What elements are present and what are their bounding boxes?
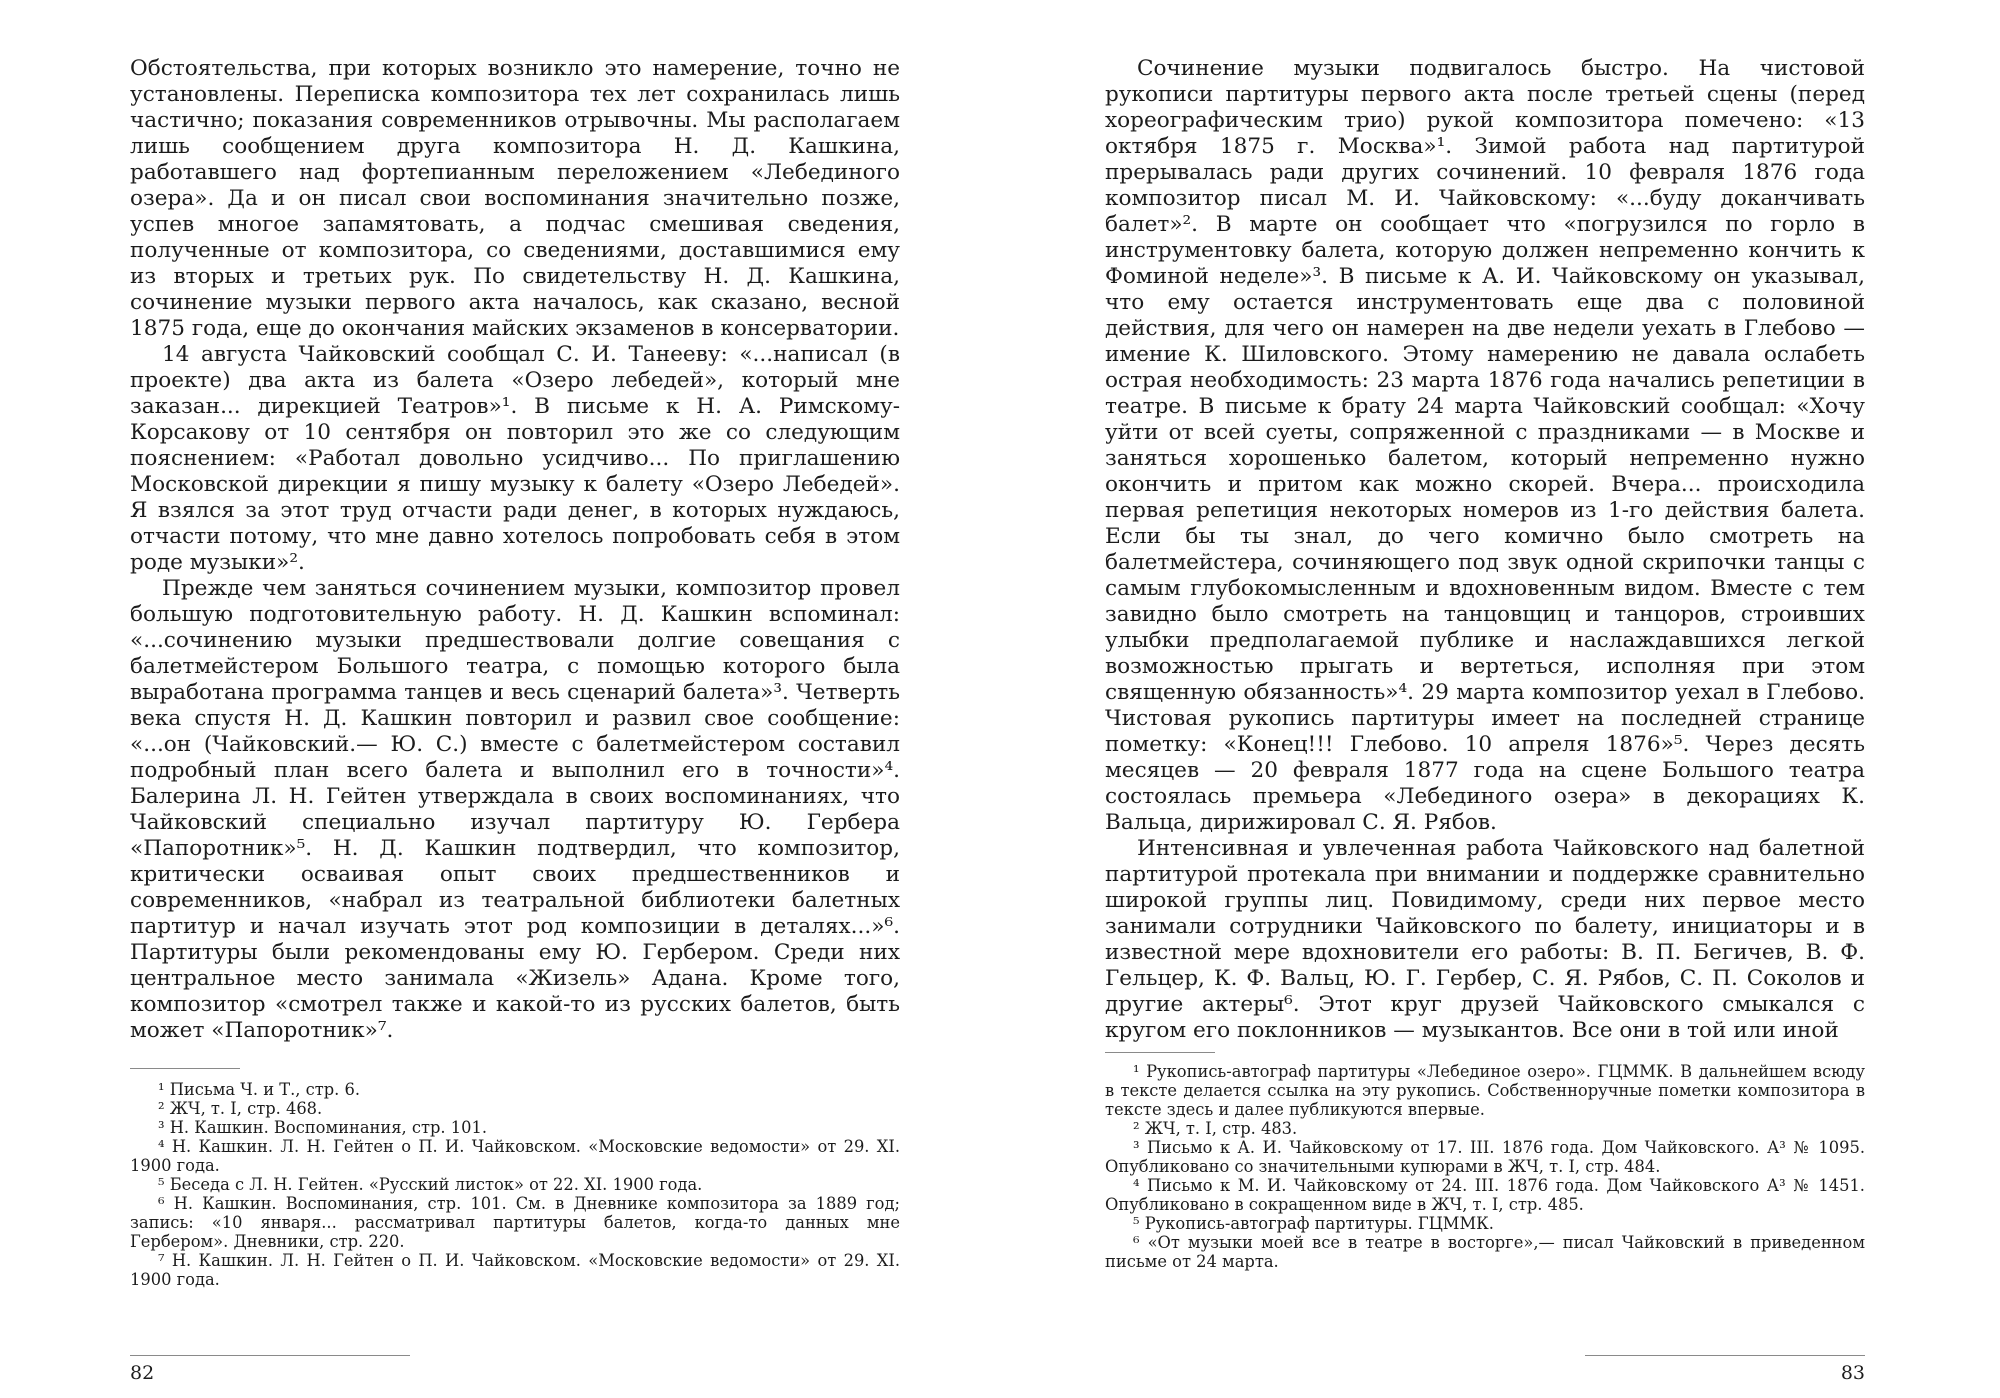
right-page [1105,0,1865,1398]
right-footnote-divider [1105,1052,1215,1053]
left-body-text [130,56,900,1044]
right-footnote-3: ³ Письмо к А. И. Чайковскому от 17. III. 1876 года. Дом Чайковского. А³ № 1095. Опубликовано со значительными купюрами в ЖЧ, т. I, стр. 484. [1105,1138,1865,1176]
left-bottom-rule [130,1355,410,1356]
right-footnote-5: ⁵ Рукопись-автограф партитуры. ГЦММК. [1133,1214,1494,1233]
left-page [130,0,900,1398]
left-paragraph-1: Обстоятельства, при которых возникло это намерение, точно не установлены. Переписка композитора тех лет сохранилась лишь частично; показания современников отрывочны. Мы располагаем лишь сообщением друга композитора Н. Д. Кашкина, работавшего над фортепианным переложением «Лебединого озера». Да и он писал свои воспоминания значительно позже, успев многое запамятовать, а подчас смешивая сведения, полученные от композитора, со сведениями, доставшимися ему из вторых и третьих рук. По свидетельству Н. Д. Кашкина, сочинение музыки первого акта началось, как сказано, весной 1875 года, еще до окончания майских экзаменов в консерватории. [130,56,900,341]
left-footnote-4: ⁴ Н. Кашкин. Л. Н. Гейтен о П. И. Чайковском. «Московские ведомости» от 29. XI. 1900 года. [130,1137,900,1175]
left-footnote-2: ² ЖЧ, т. I, стр. 468. [158,1099,323,1118]
left-footnote-7: ⁷ Н. Кашкин. Л. Н. Гейтен о П. И. Чайковском. «Московские ведомости» от 29. XI. 1900 года. [130,1251,900,1289]
left-footnote-1: ¹ Письма Ч. и Т., стр. 6. [158,1080,361,1099]
left-paragraph-3: Прежде чем заняться сочинением музыки, композитор провел большую подготовительную работу. Н. Д. Кашкин вспоминал: «...сочинению музыки предшествовали долгие совещания с балетмейстером Большого театра, с помощью которого была выработана программа танцев и весь сценарий балета»³. Четверть века спустя Н. Д. Кашкин повторил и развил свое сообщение: «...он (Чайковский.— Ю. С.) вместе с балетмейстером составил подробный план всего балета и выполнил его в точности»⁴. Балерина Л. Н. Гейтен утверждала в своих воспоминаниях, что Чайковский специально изучал партитуру Ю. Гербера «Папоротник»⁵. Н. Д. Кашкин подтвердил, что композитор, критически осваивая опыт своих предшественников и современников, «набрал из театральной библиотеки балетных партитур и начал изучать этот род композиции в деталях...»⁶. Партитуры были рекомендованы ему Ю. Гербером. Среди них центральное место занимала «Жизель» Адана. Кроме того, композитор «смотрел также и какой-то из русских балетов, быть может «Папоротник»⁷. [130,576,900,1043]
right-page-number: 83 [1840,1362,1865,1384]
left-footnote-6: ⁶ Н. Кашкин. Воспоминания, стр. 101. См. в Дневнике композитора за 1889 год; запись: «10 января... рассматривал партитуры балетов, когда-то данных мне Гербером». Дневники, стр. 220. [130,1194,900,1251]
left-footnote-divider [130,1068,240,1069]
left-footnote-5: ⁵ Беседа с Л. Н. Гейтен. «Русский листок» от 22. XI. 1900 года. [158,1175,703,1194]
right-footnote-2: ² ЖЧ, т. I, стр. 483. [1133,1119,1298,1138]
right-footnote-1: ¹ Рукопись-автограф партитуры «Лебединое озеро». ГЦММК. В дальнейшем всюду в тексте делается ссылка на эту рукопись. Собственноручные пометки композитора в тексте здесь и далее публикуются впервые. [1105,1062,1865,1119]
left-footnotes [130,1080,900,1289]
right-footnote-6: ⁶ «От музыки моей все в театре в восторге»,— писал Чайковский в приведенном письме от 24 марта. [1105,1233,1865,1271]
right-footnote-4: ⁴ Письмо к М. И. Чайковскому от 24. III. 1876 года. Дом Чайковского А³ № 1451. Опубликовано в сокращенном виде в ЖЧ, т. I, стр. 485. [1105,1176,1865,1214]
right-body-text [1105,56,1865,1044]
right-footnotes [1105,1062,1865,1271]
right-paragraph-1: Сочинение музыки подвигалось быстро. На чистовой рукописи партитуры первого акта после третьей сцены (перед хореографическим трио) рукой композитора помечено: «13 октября 1875 г. Москва»¹. Зимой работа над партитурой прерывалась ради других сочинений. 10 февраля 1876 года композитор писал М. И. Чайковскому: «...буду доканчивать балет»². В марте он сообщает что «погрузился по горло в инструментовку балета, которую должен непременно кончить к Фоминой неделе»³. В письме к А. И. Чайковскому он указывал, что ему остается инструментовать еще два с половиной действия, для чего он намерен на две недели уехать в Глебово — имение К. Шиловского. Этому намерению не давала ослабеть острая необходимость: 23 марта 1876 года начались репетиции в театре. В письме к брату 24 марта Чайковский сообщал: «Хочу уйти от всей суеты, сопряженной с праздниками — в Москве и заняться хорошенько балетом, который непременно нужно окончить и притом как можно скорей. Вчера... происходила первая репетиция некоторых номеров из 1-го действия балета. Если бы ты знал, до чего комично было смотреть на балетмейстера, сочиняющего под звук одной скрипочки танцы с самым глубокомысленным и вдохновенным видом. Вместе с тем завидно было смотреть на танцовщиц и танцоров, строивших улыбки предполагаемой публике и наслаждавшихся легкой возможностью прыгать и вертеться, исполняя при этом священную обязанность»⁴. 29 марта композитор уехал в Глебово. Чистовая рукопись партитуры имеет на последней странице пометку: «Конец!!! Глебово. 10 апреля 1876»⁵. Через десять месяцев — 20 февраля 1877 года на сцене Большого театра состоялась премьера «Лебединого озера» в декорациях К. Вальца, дирижировал С. Я. Рябов. [1105,56,1865,835]
right-bottom-rule [1585,1355,1865,1356]
right-paragraph-2: Интенсивная и увлеченная работа Чайковского над балетной партитурой протекала при внимании и поддержке сравнительно широкой группы лиц. Повидимому, среди них первое место занимали сотрудники Чайковского по балету, инициаторы и в известной мере вдохновители его работы: В. П. Бегичев, В. Ф. Гельцер, К. Ф. Вальц, Ю. Г. Гербер, С. Я. Рябов, С. П. Соколов и другие актеры⁶. Этот круг друзей Чайковского смыкался с кругом его поклонников — музыкантов. Все они в той или иной [1105,836,1865,1043]
left-paragraph-2: 14 августа Чайковский сообщал С. И. Танееву: «...написал (в проекте) два акта из балета «Озеро лебедей», который мне заказан... дирекцией Театров»¹. В письме к Н. А. Римскому-Корсакову от 10 сентября он повторил это же со следующим пояснением: «Работал довольно усидчиво... По приглашению Московской дирекции я пишу музыку к балету «Озеро Лебедей». Я взялся за этот труд отчасти ради денег, в которых нуждаюсь, отчасти потому, что мне давно хотелось попробовать себя в этом роде музыки»². [130,342,900,575]
left-footnote-3: ³ Н. Кашкин. Воспоминания, стр. 101. [158,1118,488,1137]
left-page-number: 82 [130,1362,155,1384]
